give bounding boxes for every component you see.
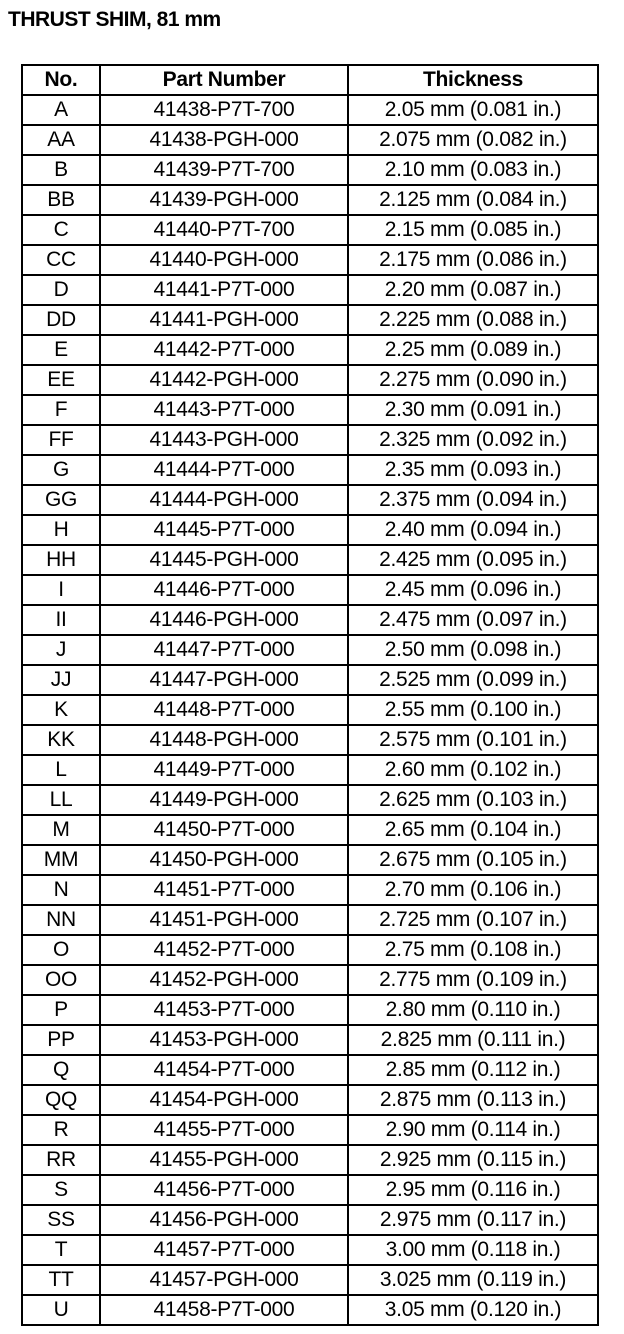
table-row [22, 515, 598, 545]
cell-thickness: 2.40 mm (0.094 in.) [348, 515, 598, 545]
cell-part-number: 41449-PGH-000 [100, 785, 348, 815]
cell-no: I [22, 575, 100, 605]
cell-thickness: 2.05 mm (0.081 in.) [348, 95, 598, 125]
cell-part-number: 41451-P7T-000 [100, 875, 348, 905]
cell-thickness: 2.375 mm (0.094 in.) [348, 485, 598, 515]
table-row [22, 665, 598, 695]
cell-part-number: 41455-PGH-000 [100, 1145, 348, 1175]
cell-part-number: 41457-PGH-000 [100, 1265, 348, 1295]
table-row [22, 815, 598, 845]
table-row [22, 1235, 598, 1265]
cell-no: M [22, 815, 100, 845]
cell-part-number: 41451-PGH-000 [100, 905, 348, 935]
cell-thickness: 2.475 mm (0.097 in.) [348, 605, 598, 635]
cell-thickness: 2.575 mm (0.101 in.) [348, 725, 598, 755]
cell-no: B [22, 155, 100, 185]
table-row [22, 125, 598, 155]
table-row [22, 305, 598, 335]
table-row [22, 1205, 598, 1235]
cell-part-number: 41452-PGH-000 [100, 965, 348, 995]
table-row [22, 605, 598, 635]
table-row [22, 1145, 598, 1175]
cell-thickness: 3.025 mm (0.119 in.) [348, 1265, 598, 1295]
cell-no: T [22, 1235, 100, 1265]
table-row [22, 1175, 598, 1205]
table-row [22, 1085, 598, 1115]
cell-part-number: 41453-P7T-000 [100, 995, 348, 1025]
cell-no: H [22, 515, 100, 545]
table-row [22, 545, 598, 575]
cell-no: HH [22, 545, 100, 575]
table-row [22, 575, 598, 605]
table-row [22, 1055, 598, 1085]
cell-part-number: 41441-P7T-000 [100, 275, 348, 305]
cell-no: TT [22, 1265, 100, 1295]
cell-thickness: 2.35 mm (0.093 in.) [348, 455, 598, 485]
cell-thickness: 2.925 mm (0.115 in.) [348, 1145, 598, 1175]
cell-no: KK [22, 725, 100, 755]
cell-part-number: 41457-P7T-000 [100, 1235, 348, 1265]
table-row [22, 1115, 598, 1145]
cell-part-number: 41447-PGH-000 [100, 665, 348, 695]
page-title: THRUST SHIM, 81 mm [8, 8, 221, 31]
cell-thickness: 2.525 mm (0.099 in.) [348, 665, 598, 695]
cell-no: C [22, 215, 100, 245]
cell-thickness: 2.65 mm (0.104 in.) [348, 815, 598, 845]
cell-no: NN [22, 905, 100, 935]
cell-part-number: 41450-P7T-000 [100, 815, 348, 845]
cell-part-number: 41448-P7T-000 [100, 695, 348, 725]
cell-no: S [22, 1175, 100, 1205]
table-row [22, 635, 598, 665]
cell-thickness: 2.325 mm (0.092 in.) [348, 425, 598, 455]
cell-no: F [22, 395, 100, 425]
cell-no: U [22, 1295, 100, 1325]
cell-no: RR [22, 1145, 100, 1175]
cell-thickness: 2.95 mm (0.116 in.) [348, 1175, 598, 1205]
cell-thickness: 2.275 mm (0.090 in.) [348, 365, 598, 395]
cell-part-number: 41449-P7T-000 [100, 755, 348, 785]
cell-thickness: 2.30 mm (0.091 in.) [348, 395, 598, 425]
table-row [22, 365, 598, 395]
cell-part-number: 41453-PGH-000 [100, 1025, 348, 1055]
cell-no: BB [22, 185, 100, 215]
cell-part-number: 41448-PGH-000 [100, 725, 348, 755]
cell-no: II [22, 605, 100, 635]
cell-part-number: 41442-PGH-000 [100, 365, 348, 395]
cell-no: JJ [22, 665, 100, 695]
table-row [22, 935, 598, 965]
cell-part-number: 41445-PGH-000 [100, 545, 348, 575]
cell-no: D [22, 275, 100, 305]
cell-thickness: 2.70 mm (0.106 in.) [348, 875, 598, 905]
table-row [22, 335, 598, 365]
cell-thickness: 2.225 mm (0.088 in.) [348, 305, 598, 335]
table-row [22, 245, 598, 275]
table-row [22, 695, 598, 725]
cell-thickness: 2.90 mm (0.114 in.) [348, 1115, 598, 1145]
column-header-no: No. [22, 65, 100, 95]
table-row [22, 875, 598, 905]
cell-no: R [22, 1115, 100, 1145]
cell-thickness: 2.075 mm (0.082 in.) [348, 125, 598, 155]
cell-thickness: 2.55 mm (0.100 in.) [348, 695, 598, 725]
cell-thickness: 2.25 mm (0.089 in.) [348, 335, 598, 365]
cell-no: A [22, 95, 100, 125]
cell-no: CC [22, 245, 100, 275]
cell-part-number: 41438-PGH-000 [100, 125, 348, 155]
column-header-thickness: Thickness [348, 65, 598, 95]
cell-no: LL [22, 785, 100, 815]
cell-part-number: 41456-P7T-000 [100, 1175, 348, 1205]
table-header-row [22, 65, 598, 95]
cell-thickness: 2.425 mm (0.095 in.) [348, 545, 598, 575]
cell-thickness: 2.675 mm (0.105 in.) [348, 845, 598, 875]
cell-thickness: 2.875 mm (0.113 in.) [348, 1085, 598, 1115]
table-row [22, 785, 598, 815]
cell-thickness: 2.50 mm (0.098 in.) [348, 635, 598, 665]
table-row [22, 1265, 598, 1295]
cell-no: QQ [22, 1085, 100, 1115]
cell-thickness: 2.125 mm (0.084 in.) [348, 185, 598, 215]
cell-no: AA [22, 125, 100, 155]
table-body [22, 95, 598, 1325]
cell-no: SS [22, 1205, 100, 1235]
table-row [22, 1295, 598, 1325]
cell-part-number: 41440-P7T-700 [100, 215, 348, 245]
column-header-part-number: Part Number [100, 65, 348, 95]
cell-no: K [22, 695, 100, 725]
table-row [22, 1025, 598, 1055]
cell-part-number: 41454-P7T-000 [100, 1055, 348, 1085]
cell-no: E [22, 335, 100, 365]
cell-thickness: 2.725 mm (0.107 in.) [348, 905, 598, 935]
table-row [22, 995, 598, 1025]
cell-no: P [22, 995, 100, 1025]
cell-no: N [22, 875, 100, 905]
cell-part-number: 41444-P7T-000 [100, 455, 348, 485]
cell-part-number: 41442-P7T-000 [100, 335, 348, 365]
table-row [22, 725, 598, 755]
cell-no: DD [22, 305, 100, 335]
cell-no: EE [22, 365, 100, 395]
cell-thickness: 2.20 mm (0.087 in.) [348, 275, 598, 305]
table-row [22, 845, 598, 875]
cell-part-number: 41446-P7T-000 [100, 575, 348, 605]
table-row [22, 455, 598, 485]
cell-thickness: 2.80 mm (0.110 in.) [348, 995, 598, 1025]
cell-no: J [22, 635, 100, 665]
table-row [22, 155, 598, 185]
cell-thickness: 2.775 mm (0.109 in.) [348, 965, 598, 995]
cell-no: PP [22, 1025, 100, 1055]
table-row [22, 185, 598, 215]
cell-no: O [22, 935, 100, 965]
cell-thickness: 3.05 mm (0.120 in.) [348, 1295, 598, 1325]
cell-no: FF [22, 425, 100, 455]
table-row [22, 95, 598, 125]
cell-thickness: 2.975 mm (0.117 in.) [348, 1205, 598, 1235]
table-row [22, 425, 598, 455]
table-row [22, 275, 598, 305]
cell-part-number: 41455-P7T-000 [100, 1115, 348, 1145]
cell-part-number: 41450-PGH-000 [100, 845, 348, 875]
cell-part-number: 41447-P7T-000 [100, 635, 348, 665]
table-row [22, 755, 598, 785]
thrust-shim-table [21, 64, 599, 1326]
cell-thickness: 2.10 mm (0.083 in.) [348, 155, 598, 185]
table-row [22, 215, 598, 245]
cell-part-number: 41441-PGH-000 [100, 305, 348, 335]
table-row [22, 395, 598, 425]
cell-no: GG [22, 485, 100, 515]
cell-no: L [22, 755, 100, 785]
cell-thickness: 2.825 mm (0.111 in.) [348, 1025, 598, 1055]
cell-thickness: 2.175 mm (0.086 in.) [348, 245, 598, 275]
cell-part-number: 41439-PGH-000 [100, 185, 348, 215]
cell-no: OO [22, 965, 100, 995]
cell-part-number: 41445-P7T-000 [100, 515, 348, 545]
cell-no: G [22, 455, 100, 485]
table-row [22, 485, 598, 515]
cell-part-number: 41444-PGH-000 [100, 485, 348, 515]
cell-part-number: 41443-P7T-000 [100, 395, 348, 425]
cell-no: Q [22, 1055, 100, 1085]
cell-part-number: 41458-P7T-000 [100, 1295, 348, 1325]
cell-thickness: 3.00 mm (0.118 in.) [348, 1235, 598, 1265]
cell-part-number: 41452-P7T-000 [100, 935, 348, 965]
cell-no: MM [22, 845, 100, 875]
table-row [22, 965, 598, 995]
cell-part-number: 41438-P7T-700 [100, 95, 348, 125]
cell-thickness: 2.625 mm (0.103 in.) [348, 785, 598, 815]
cell-thickness: 2.60 mm (0.102 in.) [348, 755, 598, 785]
cell-part-number: 41456-PGH-000 [100, 1205, 348, 1235]
table-row [22, 905, 598, 935]
cell-thickness: 2.85 mm (0.112 in.) [348, 1055, 598, 1085]
cell-part-number: 41443-PGH-000 [100, 425, 348, 455]
cell-thickness: 2.45 mm (0.096 in.) [348, 575, 598, 605]
cell-part-number: 41439-P7T-700 [100, 155, 348, 185]
cell-part-number: 41454-PGH-000 [100, 1085, 348, 1115]
cell-thickness: 2.75 mm (0.108 in.) [348, 935, 598, 965]
cell-part-number: 41440-PGH-000 [100, 245, 348, 275]
cell-part-number: 41446-PGH-000 [100, 605, 348, 635]
cell-thickness: 2.15 mm (0.085 in.) [348, 215, 598, 245]
